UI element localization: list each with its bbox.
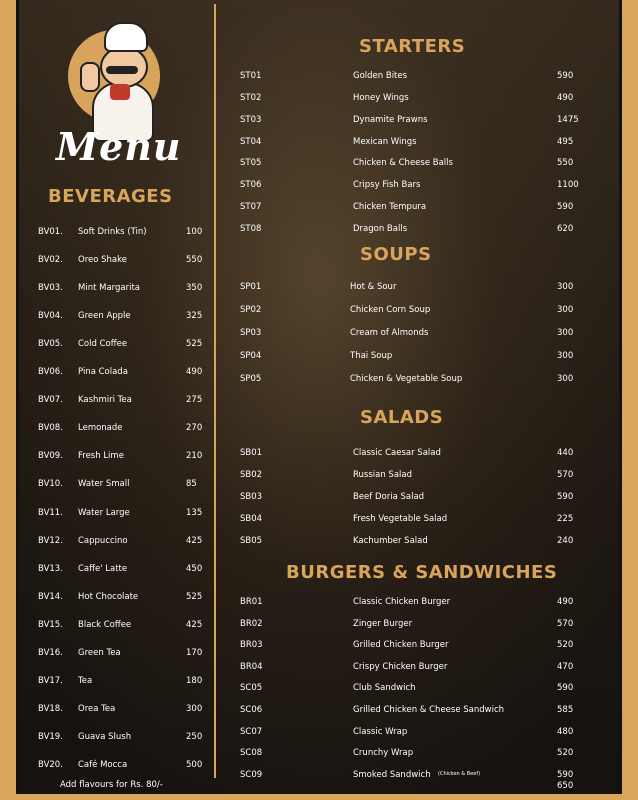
item-name: Mint Margarita bbox=[78, 283, 141, 294]
item-code: BV08. bbox=[38, 423, 63, 434]
item-price: 520 bbox=[557, 640, 574, 651]
item-price: 480 bbox=[557, 726, 574, 737]
menu-title: Menu bbox=[56, 124, 182, 169]
item-code: SC08 bbox=[240, 748, 263, 759]
item-code: SP03 bbox=[240, 327, 262, 338]
item-name: Cream of Almonds bbox=[350, 327, 429, 338]
item-price-secondary: 650 bbox=[557, 780, 574, 791]
item-name: Guava Slush bbox=[78, 731, 132, 742]
item-name: Green Apple bbox=[78, 311, 131, 322]
item-price: 300 bbox=[557, 373, 574, 384]
item-price: 270 bbox=[186, 423, 203, 434]
item-code: ST03 bbox=[240, 114, 262, 125]
right-inner-line bbox=[619, 0, 622, 800]
left-gold-border bbox=[0, 0, 16, 800]
item-code: BV06. bbox=[38, 367, 63, 378]
item-price: 490 bbox=[186, 367, 203, 378]
item-price: 490 bbox=[557, 92, 574, 103]
item-name: Kachumber Salad bbox=[353, 535, 428, 546]
item-name: Classic Wrap bbox=[353, 726, 408, 737]
item-code: BV10. bbox=[38, 479, 63, 490]
item-price: 180 bbox=[186, 675, 203, 686]
item-name: Beef Doria Salad bbox=[353, 491, 425, 502]
item-code: SC09 bbox=[240, 769, 263, 780]
item-name: Smoked Sandwich bbox=[353, 769, 431, 780]
item-price: 425 bbox=[186, 535, 203, 546]
left-inner-line bbox=[16, 0, 19, 800]
item-price: 300 bbox=[557, 304, 574, 315]
item-code: SB01 bbox=[240, 448, 263, 458]
chef-hat-icon bbox=[104, 22, 148, 52]
item-price: 135 bbox=[186, 507, 203, 518]
item-price: 590 bbox=[557, 71, 574, 81]
item-name: Hot Chocolate bbox=[78, 591, 139, 602]
item-price: 300 bbox=[557, 282, 574, 292]
item-price: 520 bbox=[557, 748, 574, 759]
item-name: Classic Caesar Salad bbox=[353, 448, 441, 458]
item-name: Classic Chicken Burger bbox=[353, 597, 451, 607]
item-code: BV18. bbox=[38, 703, 63, 714]
item-price: 85 bbox=[186, 479, 197, 490]
item-price: 495 bbox=[557, 136, 574, 147]
item-name: Grilled Chicken & Cheese Sandwich bbox=[353, 705, 505, 715]
item-price: 300 bbox=[557, 350, 574, 361]
item-price: 240 bbox=[557, 535, 574, 546]
item-name: Chicken & Cheese Balls bbox=[353, 158, 453, 169]
item-price: 325 bbox=[186, 311, 203, 322]
item-code: BV09. bbox=[38, 451, 63, 462]
item-code: SB03 bbox=[240, 491, 263, 502]
bottom-gold-border bbox=[0, 794, 638, 800]
thumbs-up-icon bbox=[80, 62, 100, 92]
chef-scarf-icon bbox=[110, 84, 130, 100]
item-price: 590 bbox=[557, 769, 574, 780]
item-code: BV19. bbox=[38, 731, 63, 742]
item-name: Kashmiri Tea bbox=[78, 395, 132, 406]
item-code: ST07 bbox=[240, 202, 262, 213]
item-code: SB04 bbox=[240, 513, 263, 524]
flavours-note: Add flavours for Rs. 80/- bbox=[60, 780, 163, 790]
item-name: Tea bbox=[78, 675, 93, 686]
item-price: 170 bbox=[186, 647, 203, 658]
item-price: 500 bbox=[186, 759, 203, 770]
item-price: 525 bbox=[186, 339, 203, 350]
item-price: 570 bbox=[557, 618, 574, 629]
item-code: SP04 bbox=[240, 350, 262, 361]
column-divider bbox=[214, 4, 216, 778]
item-name: Fresh Lime bbox=[78, 451, 124, 462]
item-name: Water Large bbox=[78, 507, 130, 518]
item-name: Golden Bites bbox=[353, 71, 408, 81]
item-price: 590 bbox=[557, 491, 574, 502]
item-code: BV01. bbox=[38, 227, 63, 237]
item-code: ST04 bbox=[240, 136, 262, 147]
item-note: (Chicken & Beef) bbox=[438, 770, 481, 777]
item-code: SC06 bbox=[240, 705, 263, 715]
item-code: SP01 bbox=[240, 282, 262, 292]
right-gold-border bbox=[622, 0, 638, 800]
item-code: BV17. bbox=[38, 675, 63, 686]
beverages-heading: BEVERAGES bbox=[48, 186, 173, 207]
item-code: ST01 bbox=[240, 71, 262, 81]
item-code: ST02 bbox=[240, 92, 262, 103]
item-name: Black Coffee bbox=[78, 619, 132, 630]
item-name: Dragon Balls bbox=[353, 223, 408, 234]
salads-heading: SALADS bbox=[360, 407, 444, 428]
item-price: 350 bbox=[186, 283, 203, 294]
item-name: Caffe' Latte bbox=[78, 563, 128, 574]
item-price: 490 bbox=[557, 597, 574, 607]
item-price: 250 bbox=[186, 731, 203, 742]
item-code: BV15. bbox=[38, 619, 63, 630]
item-name: Club Sandwich bbox=[353, 683, 416, 694]
burgers-sandwiches-heading: BURGERS & SANDWICHES bbox=[286, 562, 558, 583]
item-code: BR03 bbox=[240, 640, 263, 651]
item-price: 585 bbox=[557, 705, 574, 715]
item-code: BV13. bbox=[38, 563, 63, 574]
item-code: SC07 bbox=[240, 726, 263, 737]
soups-heading: SOUPS bbox=[360, 244, 432, 265]
item-code: SP05 bbox=[240, 373, 262, 384]
item-price: 1100 bbox=[557, 180, 579, 191]
item-price: 620 bbox=[557, 223, 574, 234]
item-code: BV20. bbox=[38, 759, 63, 770]
item-price: 100 bbox=[186, 227, 203, 237]
item-name: Chicken Corn Soup bbox=[350, 304, 431, 315]
item-name: Cappuccino bbox=[78, 535, 128, 546]
item-name: Crispy Chicken Burger bbox=[353, 661, 448, 672]
item-code: BR04 bbox=[240, 661, 263, 672]
item-name: Green Tea bbox=[78, 647, 121, 658]
item-name: Pina Colada bbox=[78, 367, 128, 378]
item-price: 225 bbox=[557, 513, 574, 524]
item-price: 590 bbox=[557, 202, 574, 213]
item-code: ST05 bbox=[240, 158, 262, 169]
item-name: Cold Coffee bbox=[78, 339, 128, 350]
item-price: 590 bbox=[557, 683, 574, 694]
item-price: 1475 bbox=[557, 114, 579, 125]
item-code: BV16. bbox=[38, 647, 63, 658]
item-code: BV11. bbox=[38, 507, 63, 518]
item-code: BV05. bbox=[38, 339, 63, 350]
item-price: 425 bbox=[186, 619, 203, 630]
item-name: Zinger Burger bbox=[353, 618, 413, 629]
item-price: 470 bbox=[557, 661, 574, 672]
item-name: Chicken & Vegetable Soup bbox=[350, 373, 463, 384]
item-price: 550 bbox=[186, 255, 203, 266]
item-price: 570 bbox=[557, 469, 574, 480]
item-code: SB02 bbox=[240, 469, 263, 480]
item-name: Mexican Wings bbox=[353, 136, 417, 147]
item-price: 300 bbox=[557, 327, 574, 338]
item-code: BR01 bbox=[240, 597, 263, 607]
item-name: Dynamite Prawns bbox=[353, 114, 428, 125]
item-name: Honey Wings bbox=[353, 92, 409, 103]
item-code: BV03. bbox=[38, 283, 63, 294]
item-price: 450 bbox=[186, 563, 203, 574]
item-price: 550 bbox=[557, 158, 574, 169]
item-code: SP02 bbox=[240, 304, 262, 315]
item-code: BV04. bbox=[38, 311, 63, 322]
chef-mustache-icon bbox=[106, 66, 138, 74]
item-name: Lemonade bbox=[78, 423, 123, 434]
item-name: Grilled Chicken Burger bbox=[353, 640, 449, 651]
item-code: BV02. bbox=[38, 255, 63, 266]
item-name: Thai Soup bbox=[350, 350, 393, 361]
item-price: 300 bbox=[186, 703, 203, 714]
item-code: BR02 bbox=[240, 618, 263, 629]
item-code: BV12. bbox=[38, 535, 63, 546]
item-name: Cripsy Fish Bars bbox=[353, 180, 421, 191]
item-name: Fresh Vegetable Salad bbox=[353, 513, 448, 524]
item-code: SC05 bbox=[240, 683, 263, 694]
item-code: SB05 bbox=[240, 535, 263, 546]
item-name: Crunchy Wrap bbox=[353, 748, 414, 759]
item-name: Oreo Shake bbox=[78, 255, 127, 266]
item-code: BV07. bbox=[38, 395, 63, 406]
item-price: 275 bbox=[186, 395, 203, 406]
item-name: Russian Salad bbox=[353, 469, 412, 480]
starters-heading: STARTERS bbox=[359, 36, 466, 57]
item-name: Water Small bbox=[78, 479, 130, 490]
item-price: 525 bbox=[186, 591, 203, 602]
item-name: Chicken Tempura bbox=[353, 202, 427, 213]
item-price: 210 bbox=[186, 451, 203, 462]
item-code: ST08 bbox=[240, 223, 262, 234]
item-price: 440 bbox=[557, 448, 574, 458]
item-name: Soft Drinks (Tin) bbox=[78, 227, 147, 237]
item-code: ST06 bbox=[240, 180, 262, 191]
item-code: BV14. bbox=[38, 591, 63, 602]
item-name: Orea Tea bbox=[78, 703, 116, 714]
item-name: Café Mocca bbox=[78, 759, 128, 770]
item-name: Hot & Sour bbox=[350, 282, 397, 292]
